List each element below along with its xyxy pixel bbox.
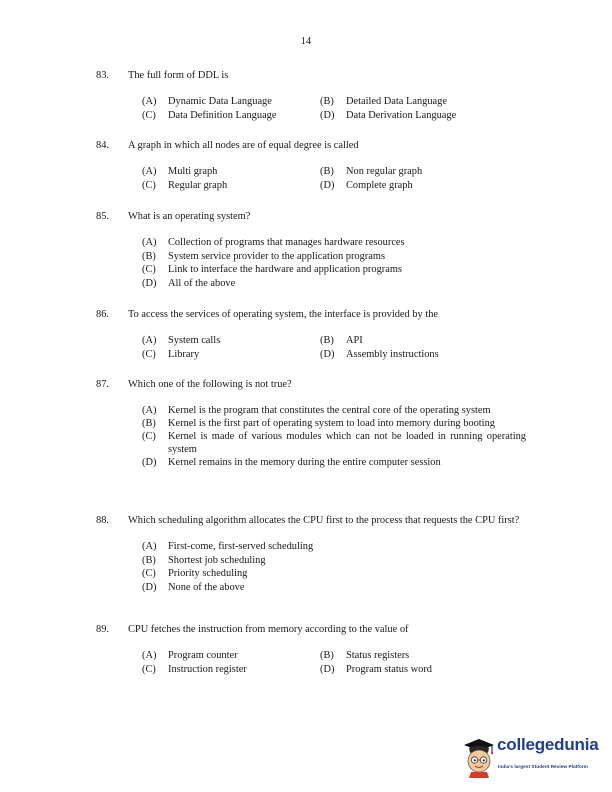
option-a: (A) System calls (142, 334, 221, 346)
option-c: (C) Kernel is made of various modules which can not be loaded in running operating system (142, 430, 526, 455)
question-text: To access the services of operating system, the interface is provided by the (128, 309, 439, 320)
question-84 (96, 139, 526, 192)
option-a: (A) Multi graph (142, 165, 218, 177)
option-d: (D) None of the above (142, 582, 245, 594)
option-a: (A) Kernel is the program that constitutes the central core of the operating system (142, 404, 491, 416)
option-a: (A) Program counter (142, 649, 238, 661)
question-88 (96, 514, 526, 595)
brand-tagline: India's largest Student Review Platform (498, 765, 588, 770)
option-b: (B) Shortest job scheduling (142, 554, 266, 566)
student-mascot-icon (462, 736, 496, 778)
option-c: (C) Priority scheduling (142, 568, 248, 580)
option-a: (A) Collection of programs that manages hardware resources (142, 236, 405, 248)
question-number: 87. (96, 379, 109, 390)
option-c: (C) Link to interface the hardware and application programs (142, 264, 402, 276)
brand-name: collegedunia (497, 735, 599, 754)
question-87 (96, 378, 526, 469)
options (142, 236, 526, 291)
question-text: What is an operating system? (128, 211, 251, 222)
question-86 (96, 308, 526, 361)
option-d: (D) All of the above (142, 278, 236, 290)
options (142, 540, 526, 595)
option-a: (A) First-come, first-served scheduling (142, 540, 314, 552)
option-b: (B) Non regular graph (320, 165, 423, 177)
question-text: CPU fetches the instruction from memory according to the value of (128, 624, 409, 635)
option-d: (D) Complete graph (320, 179, 413, 191)
question-number: 83. (96, 70, 109, 81)
option-c: (C) Instruction register (142, 663, 247, 675)
options (142, 334, 526, 362)
question-number: 88. (96, 515, 109, 526)
options (142, 649, 526, 677)
option-a: (A) Dynamic Data Language (142, 95, 272, 107)
options (142, 165, 526, 193)
question-text: Which scheduling algorithm allocates the CPU first to the process that requests the CPU first? (128, 515, 520, 526)
question-text: Which one of the following is not true? (128, 379, 292, 390)
question-number: 84. (96, 140, 109, 151)
question-text: A graph in which all nodes are of equal degree is called (128, 140, 359, 151)
question-89 (96, 623, 526, 676)
option-d: (D) Assembly instructions (320, 348, 439, 360)
option-d: (D) Kernel remains in the memory during the entire computer session (142, 456, 441, 468)
option-b: (B) System service provider to the application programs (142, 250, 385, 262)
question-83 (96, 69, 526, 122)
options (142, 404, 526, 469)
question-85 (96, 210, 526, 291)
option-b: (B) Detailed Data Language (320, 95, 447, 107)
option-c: (C) Data Definition Language (142, 109, 277, 121)
question-number: 89. (96, 624, 109, 635)
option-b: (B) Kernel is the first part of operating system to load into memory during booting (142, 417, 495, 429)
question-number: 85. (96, 211, 109, 222)
page-number: 14 (300, 36, 312, 47)
options (142, 95, 526, 123)
option-d: (D) Program status word (320, 663, 433, 675)
collegedunia-logo[interactable] (462, 736, 608, 780)
option-d: (D) Data Derivation Language (320, 109, 457, 121)
question-number: 86. (96, 309, 109, 320)
option-b: (B) Status registers (320, 649, 410, 661)
option-c: (C) Regular graph (142, 179, 228, 191)
option-c: (C) Library (142, 348, 200, 360)
option-b: (B) API (320, 334, 363, 346)
question-text: The full form of DDL is (128, 70, 229, 81)
